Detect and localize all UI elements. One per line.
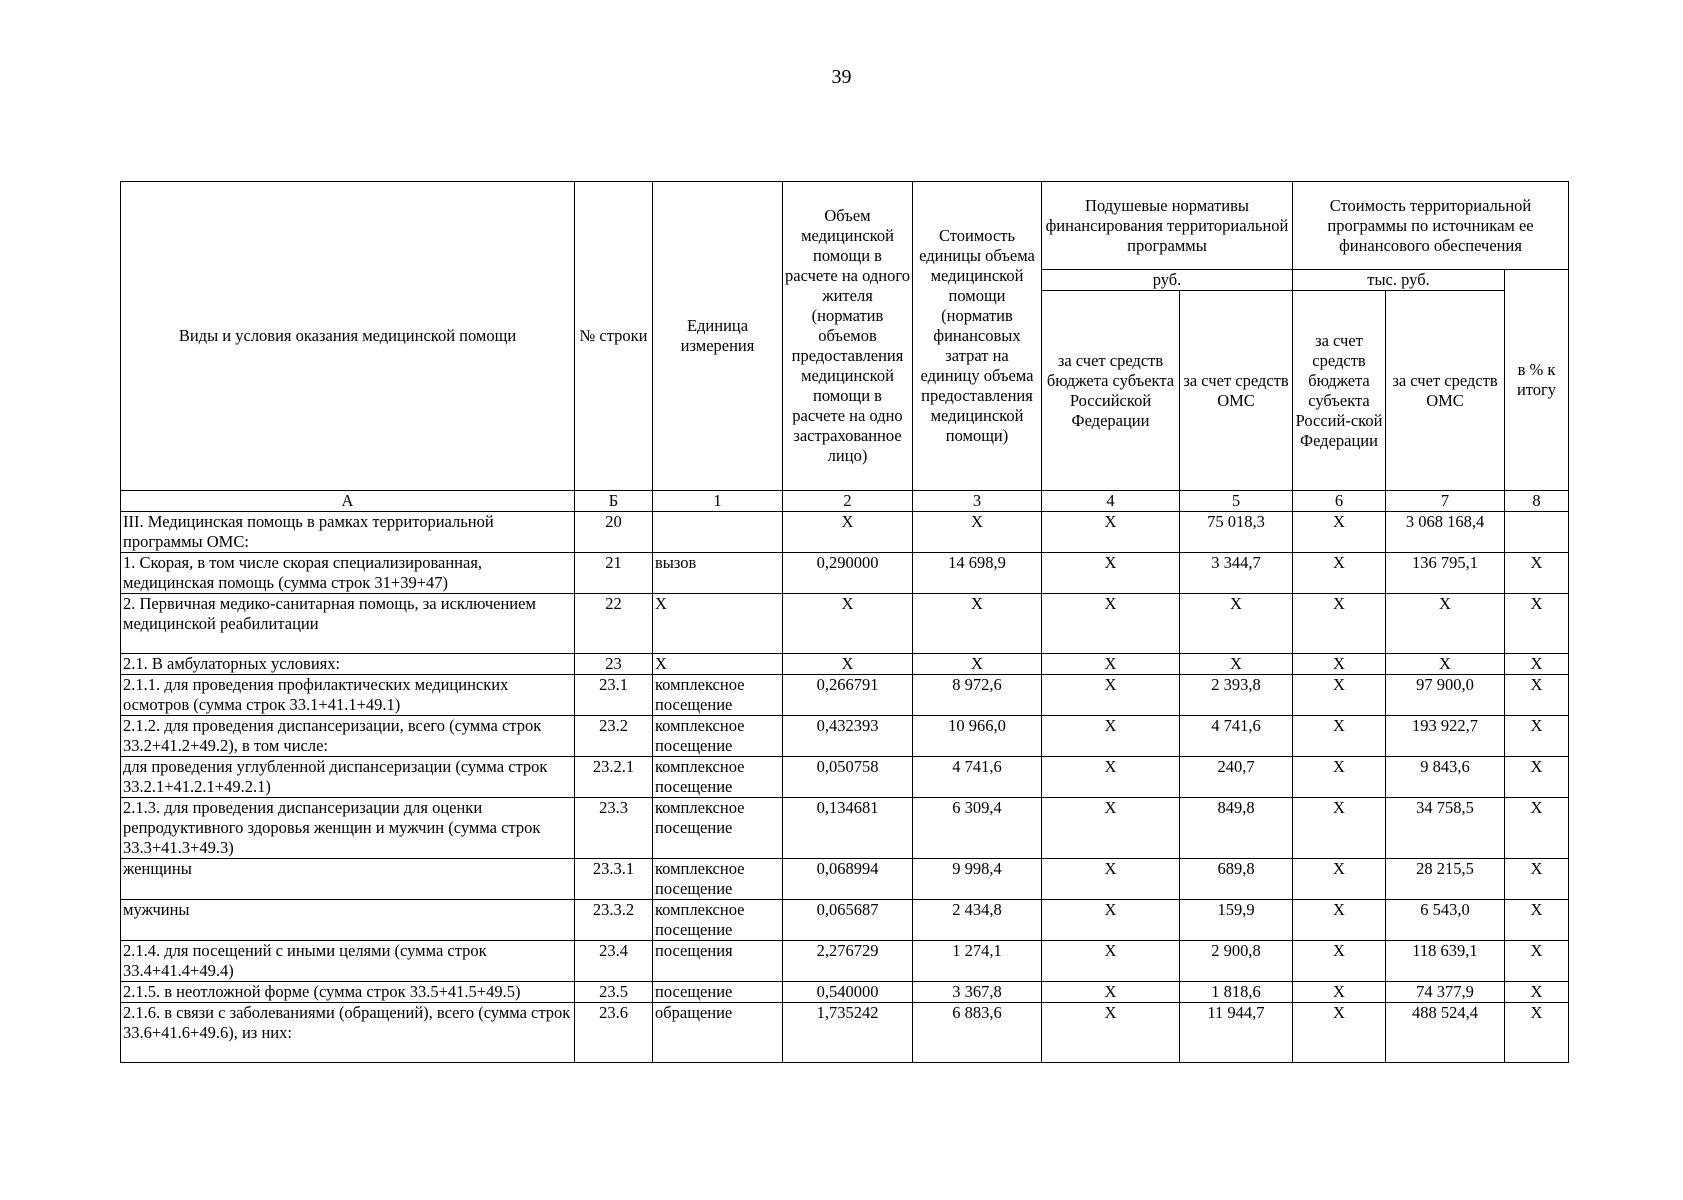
cell-care-type: III. Медицинская помощь в рамках территориальной программы ОМС: xyxy=(121,512,575,553)
cell-budget-rub: Х xyxy=(1042,553,1180,594)
cell-unit-cost: 4 741,6 xyxy=(913,757,1042,798)
cell-volume: 0,068994 xyxy=(783,859,913,900)
cell-oms-thous: 97 900,0 xyxy=(1386,675,1505,716)
cell-care-type: 2.1. В амбулаторных условиях: xyxy=(121,654,575,675)
cell-percent xyxy=(1505,512,1569,553)
cell-budget-thous: Х xyxy=(1293,553,1386,594)
cell-row-number: 23.3 xyxy=(575,798,653,859)
cell-budget-thous: Х xyxy=(1293,594,1386,654)
column-number: 3 xyxy=(913,491,1042,512)
cell-unit: комплексное посещение xyxy=(653,675,783,716)
cell-volume: Х xyxy=(783,654,913,675)
cell-budget-thous: Х xyxy=(1293,798,1386,859)
cell-volume: 0,432393 xyxy=(783,716,913,757)
header-unit: Единица измерения xyxy=(653,182,783,491)
cell-oms-thous: 6 543,0 xyxy=(1386,900,1505,941)
header-oms-rub: за счет средств ОМС xyxy=(1180,291,1293,491)
column-number: 6 xyxy=(1293,491,1386,512)
column-number: 8 xyxy=(1505,491,1569,512)
column-number: 4 xyxy=(1042,491,1180,512)
cell-volume: 0,290000 xyxy=(783,553,913,594)
cell-unit-cost: 14 698,9 xyxy=(913,553,1042,594)
cell-budget-rub: Х xyxy=(1042,982,1180,1003)
cell-oms-rub: Х xyxy=(1180,654,1293,675)
cell-oms-thous: 74 377,9 xyxy=(1386,982,1505,1003)
cell-budget-rub: Х xyxy=(1042,716,1180,757)
table-row xyxy=(121,512,1569,553)
cell-percent: Х xyxy=(1505,982,1569,1003)
table-row xyxy=(121,757,1569,798)
cell-oms-thous: 34 758,5 xyxy=(1386,798,1505,859)
cell-row-number: 23.2 xyxy=(575,716,653,757)
cell-budget-rub: Х xyxy=(1042,675,1180,716)
table-row xyxy=(121,941,1569,982)
cell-percent: Х xyxy=(1505,798,1569,859)
table-row xyxy=(121,859,1569,900)
cell-oms-rub: 75 018,3 xyxy=(1180,512,1293,553)
header-unit-thous-rub: тыс. руб. xyxy=(1293,270,1505,291)
cell-budget-rub: Х xyxy=(1042,941,1180,982)
cell-unit: комплексное посещение xyxy=(653,798,783,859)
cell-volume: Х xyxy=(783,512,913,553)
cell-percent: Х xyxy=(1505,1003,1569,1063)
table-row xyxy=(121,553,1569,594)
cell-unit: Х xyxy=(653,654,783,675)
cell-budget-thous: Х xyxy=(1293,512,1386,553)
cell-unit: комплексное посещение xyxy=(653,859,783,900)
cell-care-type: 2.1.1. для проведения профилактических медицинских осмотров (сумма строк 33.1+41.1+49.1) xyxy=(121,675,575,716)
cell-percent: Х xyxy=(1505,594,1569,654)
cell-unit-cost: 10 966,0 xyxy=(913,716,1042,757)
cell-unit-cost: 3 367,8 xyxy=(913,982,1042,1003)
cell-row-number: 21 xyxy=(575,553,653,594)
cell-budget-thous: Х xyxy=(1293,1003,1386,1063)
table-row xyxy=(121,982,1569,1003)
cell-budget-thous: Х xyxy=(1293,757,1386,798)
cell-budget-rub: Х xyxy=(1042,594,1180,654)
cell-oms-rub: 11 944,7 xyxy=(1180,1003,1293,1063)
cell-unit: посещения xyxy=(653,941,783,982)
cell-percent: Х xyxy=(1505,757,1569,798)
cell-budget-thous: Х xyxy=(1293,716,1386,757)
cell-oms-thous: 193 922,7 xyxy=(1386,716,1505,757)
table-row xyxy=(121,594,1569,654)
cell-oms-rub: 2 900,8 xyxy=(1180,941,1293,982)
cell-volume: 0,065687 xyxy=(783,900,913,941)
cell-unit: вызов xyxy=(653,553,783,594)
cell-budget-thous: Х xyxy=(1293,900,1386,941)
cell-budget-rub: Х xyxy=(1042,859,1180,900)
cell-percent: Х xyxy=(1505,900,1569,941)
cell-row-number: 23.2.1 xyxy=(575,757,653,798)
column-number: Б xyxy=(575,491,653,512)
cell-care-type: 2. Первичная медико-санитарная помощь, за исключением медицинской реабилитации xyxy=(121,594,575,654)
header-percent-of-total: в % к итогу xyxy=(1505,270,1569,491)
cell-care-type: 2.1.6. в связи с заболеваниями (обращений), всего (сумма строк 33.6+41.6+49.6), из них: xyxy=(121,1003,575,1063)
cell-unit-cost: 6 309,4 xyxy=(913,798,1042,859)
cell-row-number: 23.6 xyxy=(575,1003,653,1063)
cell-budget-rub: Х xyxy=(1042,757,1180,798)
cell-care-type: 2.1.3. для проведения диспансеризации для оценки репродуктивного здоровья женщин и мужчин (сумма строк 33.3+41.3+49.3) xyxy=(121,798,575,859)
cell-budget-thous: Х xyxy=(1293,982,1386,1003)
cell-oms-rub: 159,9 xyxy=(1180,900,1293,941)
cell-percent: Х xyxy=(1505,675,1569,716)
cell-oms-thous: Х xyxy=(1386,654,1505,675)
cell-unit-cost: 6 883,6 xyxy=(913,1003,1042,1063)
column-number: 2 xyxy=(783,491,913,512)
header-budget-rub: за счет средств бюджета субъекта Российской Федерации xyxy=(1042,291,1180,491)
header-unit-rub: руб. xyxy=(1042,270,1293,291)
column-number-row xyxy=(121,491,1569,512)
cell-volume: 0,134681 xyxy=(783,798,913,859)
cell-oms-thous: 488 524,4 xyxy=(1386,1003,1505,1063)
cell-unit: комплексное посещение xyxy=(653,716,783,757)
table-row xyxy=(121,675,1569,716)
cell-unit-cost: 2 434,8 xyxy=(913,900,1042,941)
header-volume-per-resident: Объем медицинской помощи в расчете на одного жителя (норматив объемов предоставления медицинской помощи в расчете на одно застрахованное лицо) xyxy=(783,182,913,491)
cell-oms-thous: Х xyxy=(1386,594,1505,654)
column-number: 5 xyxy=(1180,491,1293,512)
cell-unit-cost: Х xyxy=(913,594,1042,654)
cell-row-number: 23.1 xyxy=(575,675,653,716)
header-budget-thous: за счет средств бюджета субъекта Россий-ской Федерации xyxy=(1293,291,1386,491)
cell-budget-rub: Х xyxy=(1042,900,1180,941)
cell-row-number: 23.4 xyxy=(575,941,653,982)
table-row xyxy=(121,798,1569,859)
cell-unit-cost: 8 972,6 xyxy=(913,675,1042,716)
cell-unit-cost: 9 998,4 xyxy=(913,859,1042,900)
header-row-number: № строки xyxy=(575,182,653,491)
cell-care-type: 1. Скорая, в том числе скорая специализированная, медицинская помощь (сумма строк 31+39+47) xyxy=(121,553,575,594)
header-unit-cost: Стоимость единицы объема медицинской помощи (норматив финансовых затрат на единицу объема предоставления медицинской помощи) xyxy=(913,182,1042,491)
cell-budget-rub: Х xyxy=(1042,654,1180,675)
cell-oms-rub: 1 818,6 xyxy=(1180,982,1293,1003)
cell-unit: Х xyxy=(653,594,783,654)
cell-oms-thous: 28 215,5 xyxy=(1386,859,1505,900)
cell-budget-rub: Х xyxy=(1042,798,1180,859)
cell-oms-rub: 240,7 xyxy=(1180,757,1293,798)
header-per-capita-norms: Подушевые нормативы финансирования территориальной программы xyxy=(1042,182,1293,270)
cell-oms-thous: 9 843,6 xyxy=(1386,757,1505,798)
cell-oms-rub: 849,8 xyxy=(1180,798,1293,859)
table-row xyxy=(121,716,1569,757)
cell-row-number: 23 xyxy=(575,654,653,675)
cell-unit-cost: Х xyxy=(913,512,1042,553)
cell-budget-thous: Х xyxy=(1293,859,1386,900)
cell-row-number: 20 xyxy=(575,512,653,553)
cell-oms-thous: 3 068 168,4 xyxy=(1386,512,1505,553)
cell-volume: 0,540000 xyxy=(783,982,913,1003)
table-row xyxy=(121,654,1569,675)
header-oms-thous: за счет средств ОМС xyxy=(1386,291,1505,491)
cell-care-type: женщины xyxy=(121,859,575,900)
cell-row-number: 23.5 xyxy=(575,982,653,1003)
cell-budget-thous: Х xyxy=(1293,675,1386,716)
cell-oms-thous: 136 795,1 xyxy=(1386,553,1505,594)
cell-unit: комплексное посещение xyxy=(653,757,783,798)
cell-care-type: 2.1.2. для проведения диспансеризации, всего (сумма строк 33.2+41.2+49.2), в том числе: xyxy=(121,716,575,757)
cell-oms-rub: 4 741,6 xyxy=(1180,716,1293,757)
cell-row-number: 22 xyxy=(575,594,653,654)
cell-volume: Х xyxy=(783,594,913,654)
cell-oms-rub: 2 393,8 xyxy=(1180,675,1293,716)
table-row xyxy=(121,900,1569,941)
cell-unit: комплексное посещение xyxy=(653,900,783,941)
cell-volume: 0,266791 xyxy=(783,675,913,716)
cell-percent: Х xyxy=(1505,553,1569,594)
cell-care-type: мужчины xyxy=(121,900,575,941)
cell-oms-rub: 689,8 xyxy=(1180,859,1293,900)
cell-row-number: 23.3.1 xyxy=(575,859,653,900)
cell-volume: 1,735242 xyxy=(783,1003,913,1063)
cell-unit: посещение xyxy=(653,982,783,1003)
cell-unit-cost: 1 274,1 xyxy=(913,941,1042,982)
cell-percent: Х xyxy=(1505,859,1569,900)
cell-oms-thous: 118 639,1 xyxy=(1386,941,1505,982)
cell-unit: обращение xyxy=(653,1003,783,1063)
cell-care-type: 2.1.4. для посещений с иными целями (сумма строк 33.4+41.4+49.4) xyxy=(121,941,575,982)
cell-volume: 0,050758 xyxy=(783,757,913,798)
cell-percent: Х xyxy=(1505,716,1569,757)
header-kinds-of-care: Виды и условия оказания медицинской помощи xyxy=(121,182,575,491)
column-number: 1 xyxy=(653,491,783,512)
cell-percent: Х xyxy=(1505,941,1569,982)
cell-budget-rub: Х xyxy=(1042,1003,1180,1063)
cell-budget-thous: Х xyxy=(1293,941,1386,982)
cell-care-type: 2.1.5. в неотложной форме (сумма строк 33.5+41.5+49.5) xyxy=(121,982,575,1003)
cell-percent: Х xyxy=(1505,654,1569,675)
cell-budget-thous: Х xyxy=(1293,654,1386,675)
page-number: 39 xyxy=(831,66,852,88)
cell-oms-rub: 3 344,7 xyxy=(1180,553,1293,594)
cell-care-type: для проведения углубленной диспансеризации (сумма строк 33.2.1+41.2.1+49.2.1) xyxy=(121,757,575,798)
table-row xyxy=(121,1003,1569,1063)
column-number: А xyxy=(121,491,575,512)
column-number: 7 xyxy=(1386,491,1505,512)
cell-budget-rub: Х xyxy=(1042,512,1180,553)
cell-unit-cost: Х xyxy=(913,654,1042,675)
header-program-cost: Стоимость территориальной программы по источникам ее финансового обеспечения xyxy=(1293,182,1569,270)
cell-unit xyxy=(653,512,783,553)
cell-volume: 2,276729 xyxy=(783,941,913,982)
financing-table xyxy=(120,181,1569,1063)
cell-oms-rub: Х xyxy=(1180,594,1293,654)
cell-row-number: 23.3.2 xyxy=(575,900,653,941)
